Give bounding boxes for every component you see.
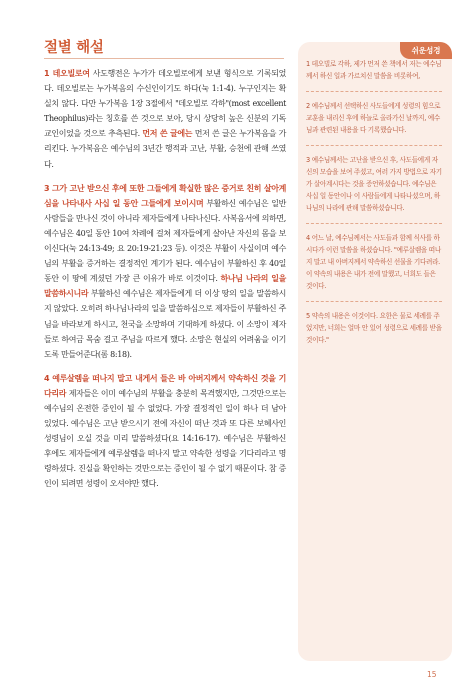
- commentary-verse-1: [44, 66, 286, 172]
- verse-text: 부활하신 예수님은 일반 사람들을 만나신 것이 아니라 제자들에게 나타나신다. 사복음서에 의하면, 예수님은 40일 동안 10여 차례에 걸쳐 제자들에게 살아난 자신의 몸을 보이신다(눅 24:13-49; 요 20:19-21:23 등). 이것은 부활이 사실이며 예수님의 부활을 증거하는 결정적인 계기가 된다. 예수님이 부활하신 후 40일 동안 이 땅에 계셨던 가장 큰 이유가 바로 이것이다.: [44, 198, 286, 284]
- sidebar-tab-label: 쉬운성경: [400, 42, 452, 59]
- verse-text: 사도행전은 누가가 데오빌로에게 보낸 형식으로 기록되었다. 데오빌로는 누가복음의 수신인이기도 하다(눅 1:1-4). 누구인지는 확실치 않다. 다만 누가복음 1장 3절에서 "데오빌로 각하"(most excellent Theophilus)라는 칭호를 쓴 것으로 보아, 당시 상당히 높은 신분의 기독교인이었을 것으로 추측된다.: [44, 69, 286, 139]
- title-rule: [44, 58, 284, 59]
- easy-bible-verse: 5 약속의 내용은 이것이다. 요한은 물로 세례를 주었지만, 너희는 얼마 안 있어 성령으로 세례를 받을 것이다.": [306, 312, 442, 344]
- commentary-body: [44, 66, 286, 501]
- commentary-verse-3: [44, 181, 286, 362]
- easy-bible-verse: 3 예수님께서는 고난을 받으신 후, 사도들에게 자신의 모습을 보여 주셨고, 여러 가지 방법으로 자기가 살아계시다는 것을 증언하셨습니다. 예수님은 사십 일 동안이나 이 사람들에게 나타나셨으며, 하나님의 나라에 관해 말씀하셨습니다.: [306, 156, 442, 212]
- easy-bible-verse: 1 데오빌로 각하, 제가 먼저 쓴 책에서 저는 예수님께서 하신 일과 가르치신 말씀을 비롯하여,: [306, 60, 442, 80]
- verse-heading: 먼저 쓴 글에는: [142, 129, 193, 139]
- verse-text: 먼저 쓴 글은 누가복음을 가리킨다. 누가복음은 예수님의 3년간 행적과 고난, 부활, 승천에 관해 쓰였다.: [44, 129, 287, 169]
- verse-text: 부활하신 예수님은 제자들에게 더 이상 땅의 일을 말씀하시지 않았다. 오히려 하나님나라의 일을 말씀하심으로 제자들이 부활하신 주님을 바라보게 하시고, 천국을 소망하며 기대하게 하셨다. 이 소망이 제자들로 하여금 목숨 걸고 주님을 따르게 했다. 소망은 현실의 어려움을 이기도록 만들어준다(롬 8:18).: [44, 289, 286, 359]
- verse-text: 제자들은 이미 예수님의 부활을 충분히 목격했지만, 그것만으로는 예수님의 온전한 증인이 될 수 없었다. 가장 결정적인 일이 하나 더 남아 있었다. 예수님은 고난 받으시기 전에 자신이 떠난 것과 또 다른 보혜사인 성령님이 오실 것을 미리 말씀하셨다(요 14:16-17). 예수님은 부활하신 후에도 제자들에게 예루살렘을 떠나지 말고 약속한 성령을 기다리라고 명령하셨다. 진실을 확인하는 것만으로는 증인이 될 수 없기 때문이다. 참 증인이 되려면 성령이 오셔야만 했다.: [44, 388, 286, 489]
- divider: [306, 91, 442, 92]
- easy-bible-verse: 2 예수님께서 선택하신 사도들에게 성령의 힘으로 교훈을 내리신 후에 하늘로 올라가신 날까지, 예수님과 관련된 내용을 다 기록했습니다.: [306, 102, 441, 134]
- verse-heading: 3 그가 고난 받으신 후에 또한 그들에게 확실한 많은 증거로 친히 살아계심을 나타내사 사십 일 동안 그들에게 보이시며: [44, 183, 286, 208]
- verse-heading: 4 예루살렘을 떠나지 말고 내게서 들은 바 아버지께서 약속하신 것을 기다리라: [44, 373, 286, 398]
- divider: [306, 301, 442, 302]
- page-title: 절별 해설: [44, 40, 104, 56]
- easy-bible-notes: [306, 58, 442, 346]
- divider: [306, 145, 442, 146]
- easy-bible-sidebar: [298, 42, 452, 661]
- page-number: 15: [427, 670, 437, 679]
- commentary-verse-4: [44, 371, 286, 492]
- divider: [306, 223, 442, 224]
- verse-heading: 하나님 나라의 일을 말씀하시니라: [44, 274, 286, 299]
- easy-bible-verse: 4 어느 날, 예수님께서는 사도들과 함께 식사를 하시다가 이런 말씀을 하셨습니다. "예루살렘을 떠나지 말고 내 아버지께서 약속하신 선물을 기다려라. 이 약속의 내용은 내가 전에 말했고, 너희도 들은 것이다.: [306, 234, 441, 290]
- verse-heading: 1 데오빌로여: [44, 69, 90, 78]
